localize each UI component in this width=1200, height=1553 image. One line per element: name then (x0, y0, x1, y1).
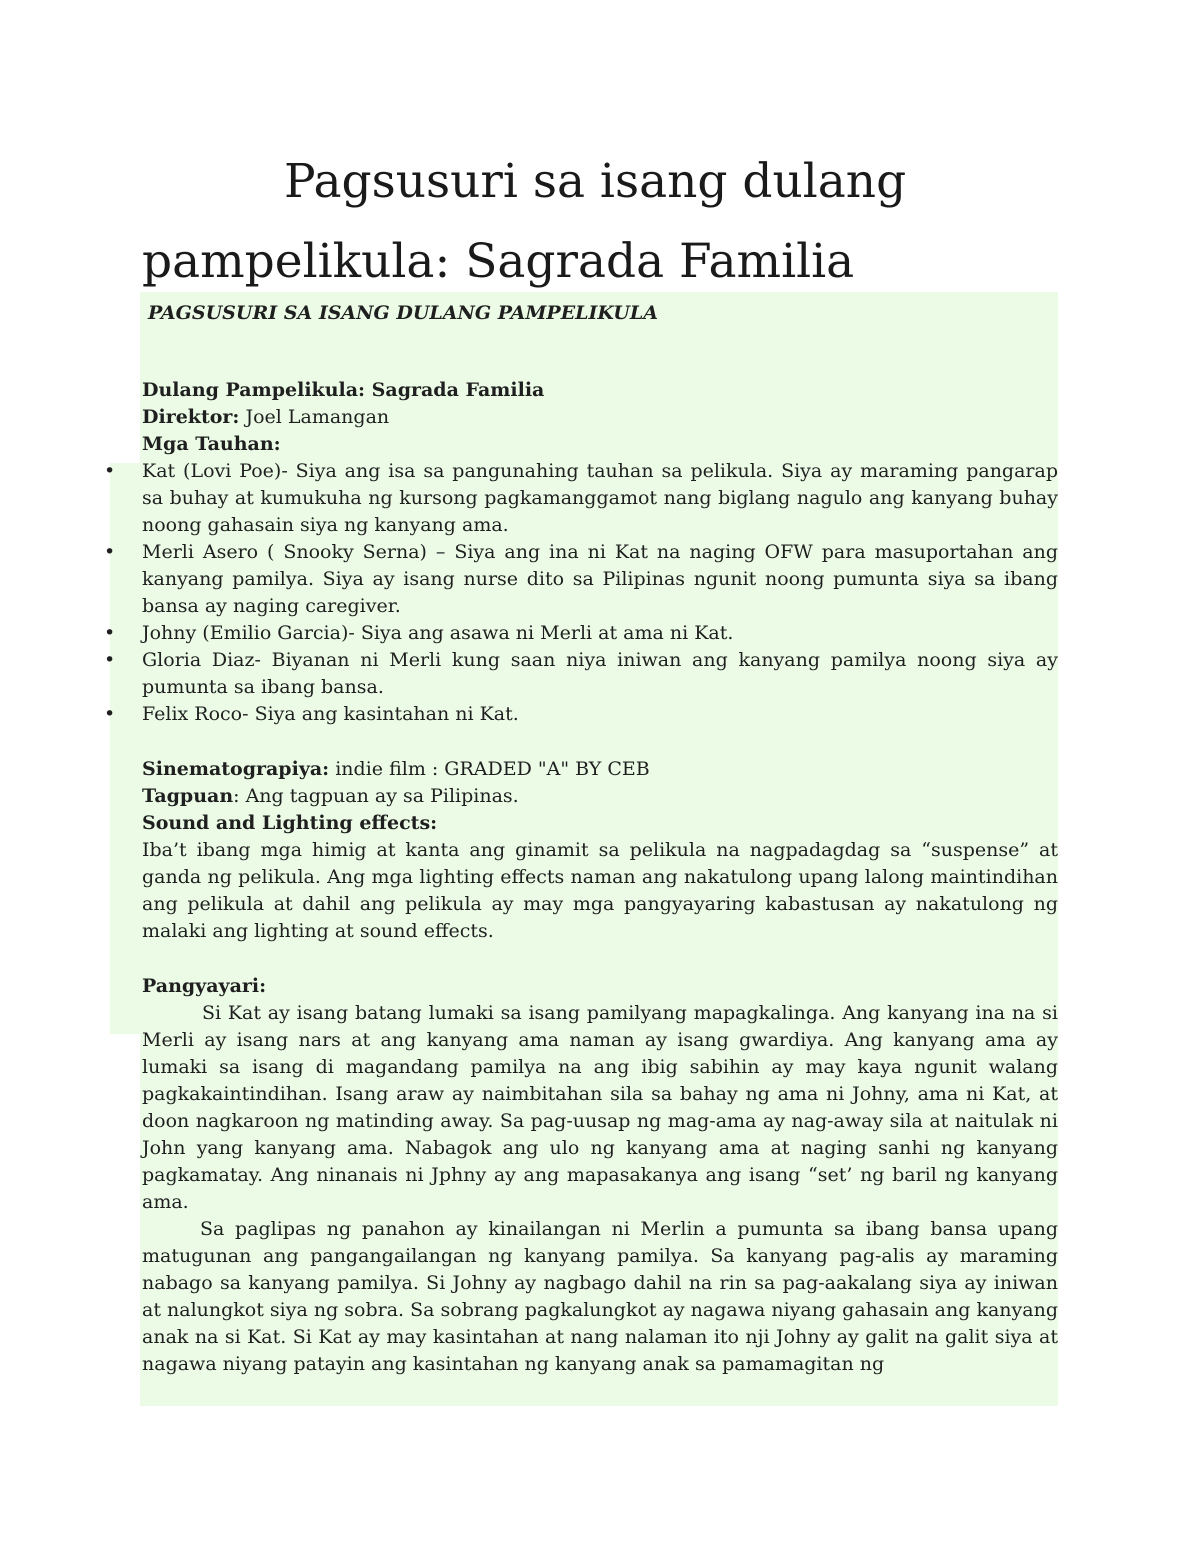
character-text: Kat (Lovi Poe)- Siya ang isa sa pangunahing tauhan sa pelikula. Siya ay maraming pangarap sa buhay at kumukuha ng kursong pagkamanggamot nang biglang nagulo ang kanyang buhay noong gahasain siya ng kanyang ama. (142, 460, 1058, 536)
list-item (104, 620, 1058, 647)
character-text: Gloria Diaz- Biyanan ni Merli kung saan niya iniwan ang kanyang pamilya noong siya ay pumunta sa ibang bansa. (142, 649, 1058, 698)
director-label: Direktor: (142, 406, 240, 428)
film-label: Dulang Pampelikula: Sagrada Familia (142, 379, 545, 401)
character-text: Merli Asero ( Snooky Serna) – Siya ang ina ni Kat na naging OFW para masuportahan ang kanyang pamilya. Siya ay isang nurse dito sa Pilipinas ngunit noong pumunta siya sa ibang bansa ay naging caregiver. (142, 541, 1058, 617)
cinematography-value: indie film : GRADED "A" BY CEB (329, 758, 650, 780)
document-body (104, 300, 1058, 1378)
characters-list (104, 458, 1058, 728)
director-line (142, 404, 1058, 431)
sound-label: Sound and Lighting effects: (142, 812, 438, 834)
list-item (104, 701, 1058, 728)
spacer (142, 945, 1058, 973)
setting-line (142, 783, 1058, 810)
cinematography-line (142, 756, 1058, 783)
list-item (104, 458, 1058, 539)
list-item (104, 539, 1058, 620)
sound-label-line (142, 810, 1058, 837)
characters-label: Mga Tauhan: (142, 433, 281, 455)
bullet-icon: • (104, 541, 116, 563)
events-label: Pangyayari: (142, 975, 267, 997)
director-value: Joel Lamangan (239, 406, 390, 428)
events-label-line (142, 973, 1058, 1000)
list-item (104, 647, 1058, 701)
sound-paragraph: Iba’t ibang mga himig at kanta ang ginamit sa pelikula na nagpadagdag sa “suspense” at ganda ng pelikula. Ang mga lighting effects naman ang nakatulong upang lalong maintindihan ang pelikula at dahil ang pelikula ay may mga pangyayaring kabastusan ay nakatulong ng malaki ang lighting at sound effects. (142, 839, 1058, 942)
character-text: Felix Roco- Siya ang kasintahan ni Kat. (142, 703, 519, 725)
film-title-line (142, 377, 1058, 404)
title-line-2: pampelikula: Sagrada Familia (142, 234, 855, 289)
bullet-icon: • (104, 649, 116, 671)
events-paragraph-1: Si Kat ay isang batang lumaki sa isang pamilyang mapagkalinga. Ang kanyang ina na si Merli ay isang nars at ang kanyang ama naman ay isang gwardiya. Ang kanyang ama ay lumaki sa isang di magandang pamilya na ang ibig sabihin ay may kaya ngunit walang pagkakaintindihan. Isang araw ay naimbitahan sila sa bahay ng ama ni Johny, ama ni Kat, at doon nagkaroon ng matinding away. Sa pag-uusap ng mag-ama ay nag-away sila at naitulak ni John yang kanyang ama. Nabagok ang ulo ng kanyang ama at naging sanhi ng kanyang pagkamatay. Ang ninanais ni Jphny ay ang mapasakanya ang isang “set’ ng baril ng kanyang ama. (142, 1002, 1058, 1213)
title-line-1: Pagsusuri sa isang dulang (284, 154, 907, 209)
character-text: Johny (Emilio Garcia)- Siya ang asawa ni Merli at ama ni Kat. (142, 622, 734, 644)
document-title (142, 142, 1102, 302)
setting-label: Tagpuan (142, 785, 234, 807)
bullet-icon: • (104, 622, 116, 644)
spacer (142, 728, 1058, 756)
bullet-icon: • (104, 703, 116, 725)
events-paragraph-2: Sa paglipas ng panahon ay kinailangan ni Merlin a pumunta sa ibang bansa upang matugunan ang pangangailangan ng kanyang pamilya. Sa kanyang pag-alis ay maraming nabago sa kanyang pamilya. Si Johny ay nagbago dahil na rin sa pag-aakalang siya ay iniwan at nalungkot siya ng sobra. Sa sobrang pagkalungkot ay nagawa niyang gahasain ang kanyang anak na si Kat. Si Kat ay may kasintahan at nang nalaman ito nji Johny ay galit na galit siya at nagawa niyang patayin ang kasintahan ng kanyang anak sa pamamagitan ng (142, 1218, 1058, 1375)
characters-label-line (142, 431, 1058, 458)
setting-value: : Ang tagpuan ay sa Pilipinas. (233, 785, 519, 807)
cinematography-label: Sinematograpiya: (142, 758, 330, 780)
bullet-icon: • (104, 460, 116, 482)
section-heading: PAGSUSURI SA ISANG DULANG PAMPELIKULA (148, 302, 658, 324)
